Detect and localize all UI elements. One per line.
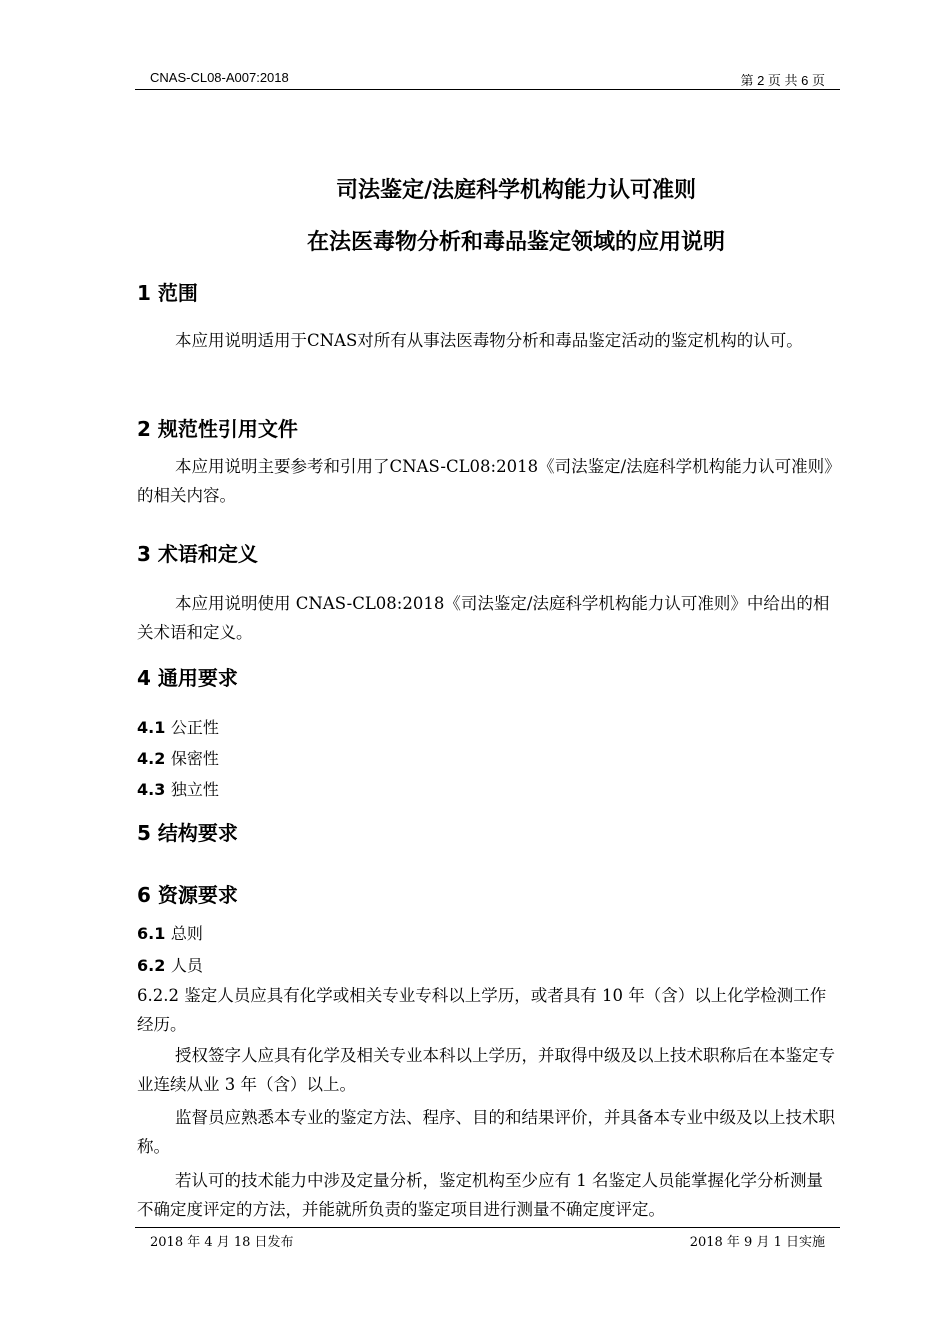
section-label: 人员 bbox=[170, 956, 203, 975]
footer-rule bbox=[135, 1227, 840, 1228]
header-page-info: 第 2 页 共 6 页 bbox=[740, 73, 825, 88]
section-4-3-heading bbox=[137, 777, 219, 800]
header-rule bbox=[135, 89, 840, 90]
footer-implement-date: 2018 年 9 月 1 日实施 bbox=[689, 1235, 825, 1250]
section-3-heading: 3 术语和定义 bbox=[137, 542, 258, 566]
section-1-paragraph: 本应用说明适用于CNAS对所有从事法医毒物分析和毒品鉴定活动的鉴定机构的认可。 bbox=[175, 331, 803, 350]
section-2-heading: 2 规范性引用文件 bbox=[137, 417, 298, 441]
section-number: 4.3 bbox=[137, 780, 166, 799]
section-number: 4.1 bbox=[137, 718, 166, 737]
section-label: 总则 bbox=[170, 924, 203, 943]
section-3-paragraph: 本应用说明使用 CNAS-CL08:2018《司法鉴定/法庭科学机构能力认可准则》中给出的相关术语和定义。 bbox=[137, 594, 830, 642]
section-number: 4.2 bbox=[137, 749, 166, 768]
section-4-2-heading bbox=[137, 746, 219, 769]
section-6-1-heading bbox=[137, 921, 203, 944]
section-label: 独立性 bbox=[170, 780, 219, 799]
header-doc-code: CNAS-CL08-A007:2018 bbox=[150, 70, 289, 85]
section-number: 6.1 bbox=[137, 924, 166, 943]
section-6-2-heading bbox=[137, 953, 203, 976]
document-title-line1: 司法鉴定/法庭科学机构能力认可准则 bbox=[335, 178, 697, 203]
paragraph-authorized-signatory: 授权签字人应具有化学及相关专业本科以上学历，并取得中级及以上技术职称后在本鉴定专业连续从业 3 年（含）以上。 bbox=[137, 1046, 835, 1094]
section-number: 6.2 bbox=[137, 956, 166, 975]
section-4-1-heading bbox=[137, 715, 219, 738]
section-5-heading: 5 结构要求 bbox=[137, 821, 238, 845]
footer-issue-date: 2018 年 4 月 18 日发布 bbox=[150, 1235, 294, 1250]
document-title-line2: 在法医毒物分析和毒品鉴定领域的应用说明 bbox=[306, 230, 725, 255]
paragraph-uncertainty: 若认可的技术能力中涉及定量分析，鉴定机构至少应有 1 名鉴定人员能掌握化学分析测量不确定度评定的方法，并能就所负责的鉴定项目进行测量不确定度评定。 bbox=[137, 1171, 823, 1219]
paragraph-supervisor: 监督员应熟悉本专业的鉴定方法、程序、目的和结果评价，并具备本专业中级及以上技术职称。 bbox=[137, 1108, 835, 1156]
paragraph-6-2-2: 6.2.2 鉴定人员应具有化学或相关专业专科以上学历，或者具有 10 年（含）以上化学检测工作经历。 bbox=[137, 986, 827, 1034]
section-6-heading: 6 资源要求 bbox=[137, 883, 238, 907]
section-2-paragraph: 本应用说明主要参考和引用了CNAS-CL08:2018《司法鉴定/法庭科学机构能力认可准则》的相关内容。 bbox=[137, 457, 833, 505]
section-4-heading: 4 通用要求 bbox=[137, 666, 238, 690]
section-label: 公正性 bbox=[170, 718, 219, 737]
section-1-heading: 1 范围 bbox=[137, 281, 198, 305]
section-label: 保密性 bbox=[170, 749, 219, 768]
